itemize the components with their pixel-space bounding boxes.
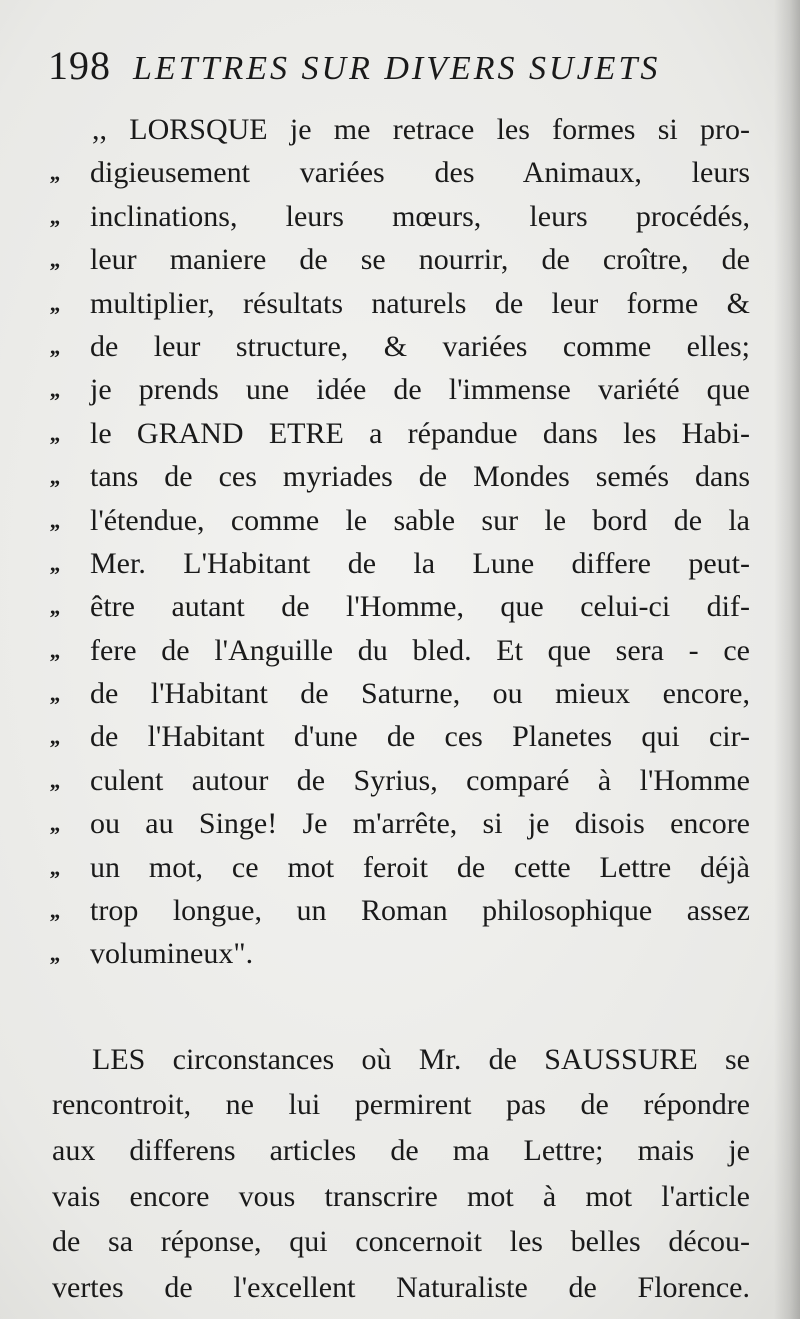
quote-mark: ,,: [50, 420, 59, 446]
quote-mark: ,,: [50, 333, 59, 359]
text-line: [0, 585, 800, 628]
text-line: [0, 108, 800, 151]
line-text: de leur structure, & variées comme elles;: [90, 329, 750, 363]
text-line: [0, 238, 800, 281]
paragraph-gap: [0, 976, 800, 1037]
text-line: [0, 932, 800, 975]
quote-mark: ,,: [50, 898, 59, 924]
text-line: [0, 715, 800, 758]
text-line: [0, 1037, 800, 1083]
text-line: [0, 1265, 800, 1311]
line-text: inclinations, leurs mœurs, leurs procédés,: [90, 199, 750, 233]
paragraph-narrative: [0, 1037, 800, 1311]
quote-mark: ,,: [50, 594, 59, 620]
quote-mark: ,,: [50, 464, 59, 490]
text-line: [0, 629, 800, 672]
line-text: aux differens articles de ma Lettre; mais je: [52, 1134, 750, 1167]
quote-mark: ,,: [50, 203, 59, 229]
line-text: de l'Habitant d'une de ces Planetes qui cir-: [90, 720, 750, 754]
text-line: [0, 846, 800, 889]
text-line: [0, 195, 800, 238]
quote-mark: ,,: [50, 724, 59, 750]
running-head: [48, 42, 778, 94]
line-text: fere de l'Anguille du bled. Et que sera - ce: [90, 633, 750, 667]
line-text: tans de ces myriades de Mondes semés dans: [90, 460, 750, 494]
quote-mark: ,,: [50, 854, 59, 880]
quote-mark: ,,: [50, 767, 59, 793]
quote-mark: ,,: [50, 160, 59, 186]
line-text: le GRAND ETRE a répandue dans les Habi-: [90, 416, 750, 450]
page-number: 198: [48, 43, 111, 88]
line-text: trop longue, un Roman philosophique assez: [90, 894, 750, 928]
quote-mark: ,,: [50, 941, 59, 967]
text-line: [0, 1174, 800, 1220]
line-text: culent autour de Syrius, comparé à l'Homme: [90, 763, 750, 797]
text-line: [0, 282, 800, 325]
line-text: Mer. L'Habitant de la Lune differe peut-: [90, 546, 750, 580]
line-text: être autant de l'Homme, que celui-ci dif-: [90, 590, 750, 624]
line-text: ou au Singe! Je m'arrête, si je disois encore: [90, 807, 750, 841]
text-line: [0, 499, 800, 542]
text-line: [0, 325, 800, 368]
line-text: l'étendue, comme le sable sur le bord de la: [90, 503, 750, 537]
text-line: [0, 412, 800, 455]
text-line: [0, 1219, 800, 1265]
line-text: vais encore vous transcrire mot à mot l'article: [52, 1179, 750, 1213]
line-text: vertes de l'excellent Naturaliste de Florence.: [52, 1270, 750, 1304]
text-line: [0, 151, 800, 194]
quote-mark: ,,: [50, 811, 59, 837]
line-text: de sa réponse, qui concernoit les belles décou-: [52, 1225, 750, 1259]
text-line: [0, 889, 800, 932]
line-text: rencontroit, ne lui permirent pas de répondre: [52, 1088, 750, 1122]
line-text: digieusement variées des Animaux, leurs: [90, 156, 750, 190]
text-line: [0, 759, 800, 802]
quote-mark: ,,: [50, 637, 59, 663]
text-line: [0, 542, 800, 585]
quote-mark: ,,: [50, 507, 59, 533]
line-text: leur maniere de se nourrir, de croître, de: [90, 243, 750, 277]
quote-mark: ,,: [50, 550, 59, 576]
line-text: je prends une idée de l'immense variété que: [90, 373, 750, 407]
line-text: LES circonstances où Mr. de SAUSSURE se: [92, 1042, 750, 1076]
text-line: [0, 802, 800, 845]
line-text: multiplier, résultats naturels de leur forme &: [90, 286, 750, 320]
running-title: LETTRES SUR DIVERS SUJETS: [133, 50, 661, 87]
text-line: [0, 1082, 800, 1128]
text-line: [0, 368, 800, 411]
quote-mark: ,,: [50, 377, 59, 403]
quote-mark: ,,: [50, 247, 59, 273]
line-text: ,, LORSQUE je me retrace les formes si pro-: [92, 113, 750, 146]
line-text: volumineux".: [90, 937, 254, 971]
line-text: de l'Habitant de Saturne, ou mieux encore,: [90, 677, 750, 711]
quote-mark: ,,: [50, 681, 59, 707]
text-line: [0, 672, 800, 715]
text-line: [0, 1128, 800, 1174]
text-line: [0, 455, 800, 498]
paragraph-quoted-letter: [0, 108, 800, 976]
line-text: un mot, ce mot feroit de cette Lettre déjà: [90, 850, 750, 884]
quote-mark: ,,: [50, 290, 59, 316]
body-text: [0, 108, 800, 1310]
